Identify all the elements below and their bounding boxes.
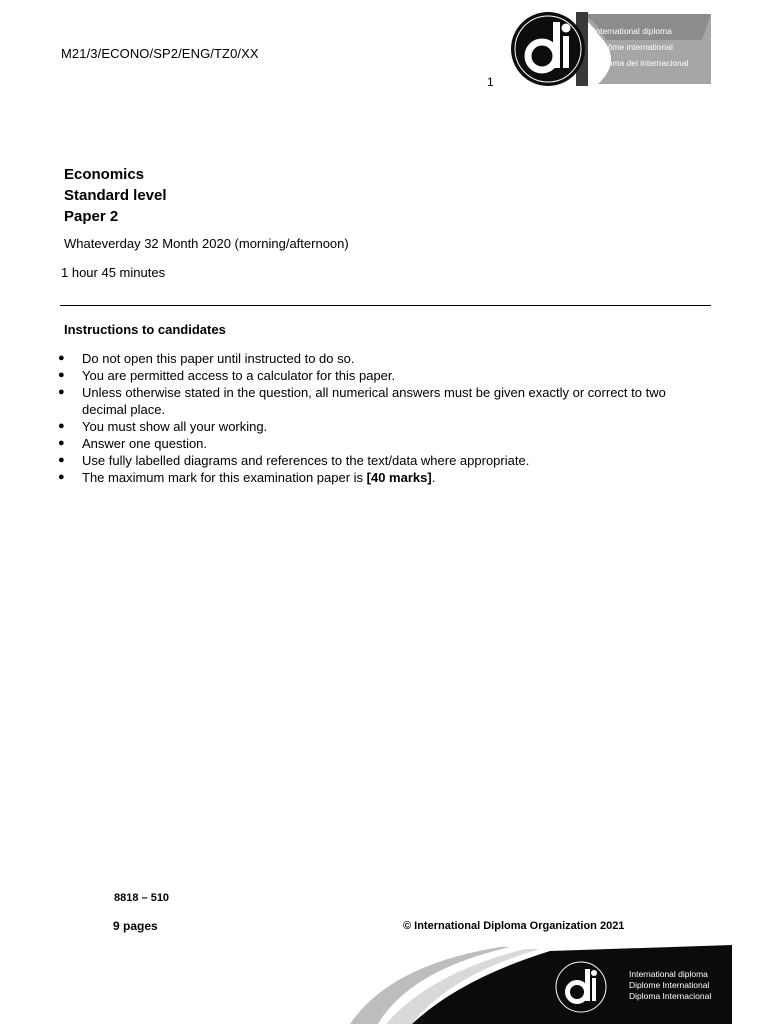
level-title: Standard level — [64, 187, 167, 204]
copyright-notice: © International Diploma Organization 2021 — [403, 920, 625, 932]
instruction-text: Answer one question. — [82, 436, 208, 451]
list-item — [58, 452, 698, 469]
paper-title: Paper 2 — [64, 208, 119, 225]
instruction-text: Do not open this paper until instructed to do so. — [82, 351, 355, 366]
instruction-suffix: . — [431, 470, 436, 485]
divider-line — [60, 305, 711, 306]
document-code: M21/3/ECONO/SP2/ENG/TZ0/XX — [61, 46, 259, 61]
instructions-list — [58, 350, 698, 486]
exam-duration: 1 hour 45 minutes — [61, 265, 166, 280]
logo-text-line2: Diplôme international — [593, 42, 673, 52]
logo-text-line1: International diploma — [593, 26, 672, 36]
footer-logo-text-line1: International diploma — [629, 969, 708, 979]
list-item — [58, 367, 698, 384]
bullet-icon: ● — [58, 369, 65, 381]
footer-logo-text-line2: Diplome International — [629, 980, 710, 990]
exam-date: Whateverday 32 Month 2020 (morning/afternoon) — [64, 236, 349, 251]
max-marks: [40 marks] — [366, 470, 432, 485]
instruction-text: The maximum mark for this examination paper is — [82, 470, 367, 485]
bullet-icon: ● — [58, 386, 65, 398]
list-item — [58, 469, 698, 486]
list-item — [58, 418, 698, 435]
list-item — [58, 435, 698, 452]
list-item — [58, 350, 698, 367]
bullet-icon: ● — [58, 420, 65, 432]
subject-title: Economics — [64, 166, 145, 183]
bullet-icon: ● — [58, 454, 65, 466]
bullet-icon: ● — [58, 352, 65, 364]
footer-logo-text-line3: Diploma Internacional — [629, 991, 712, 1001]
logo-text-line3: Diploma del internacional — [593, 58, 689, 68]
page-number: 1 — [487, 75, 494, 89]
instruction-text: Unless otherwise stated in the question, all numerical answers must be given exactly or correct to two decimal place. — [82, 385, 666, 417]
instruction-text: Use fully labelled diagrams and references to the text/data where appropriate. — [82, 453, 530, 468]
instruction-text: You must show all your working. — [82, 419, 268, 434]
instructions-heading: Instructions to candidates — [64, 322, 226, 337]
page-count: 9 pages — [113, 919, 158, 933]
bullet-icon: ● — [58, 437, 65, 449]
bullet-icon: ● — [58, 471, 65, 483]
paper-code: 8818 – 510 — [114, 892, 170, 904]
instruction-text: You are permitted access to a calculator for this paper. — [82, 368, 396, 383]
list-item — [58, 384, 698, 418]
